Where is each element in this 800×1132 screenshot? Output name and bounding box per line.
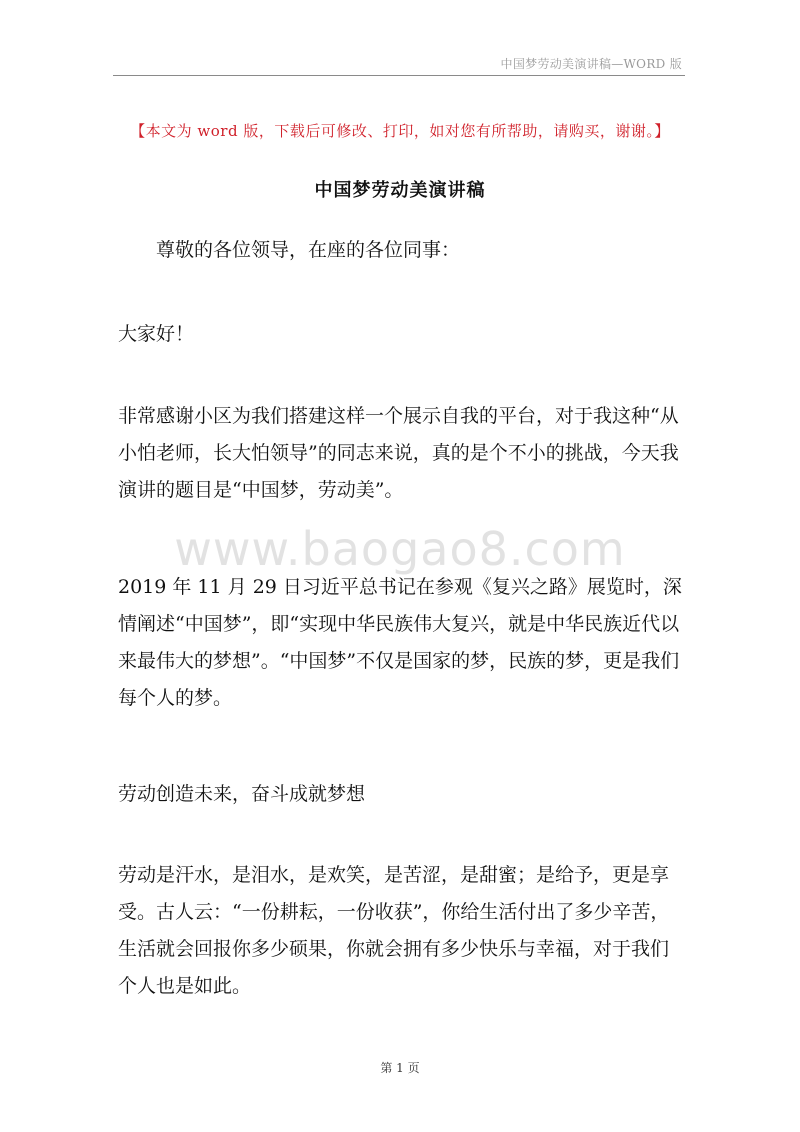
paragraph-1: 非常感谢小区为我们搭建这样一个展示自我的平台，对于我这种“从小怕老师，长大怕领导”的同志来说，真的是个不小的挑战，今天我演讲的题目是“中国梦，劳动美”。 xyxy=(118,405,679,501)
section-subheading: 劳动创造未来，奋斗成就梦想 xyxy=(118,783,366,805)
page-number: 第 1 页 xyxy=(380,1061,420,1075)
document-title: 中国梦劳动美演讲稿 xyxy=(314,180,486,201)
header-divider xyxy=(113,75,685,76)
salutation: 尊敬的各位领导，在座的各位同事： xyxy=(156,239,461,261)
watermark: www.baogao8.com xyxy=(174,522,626,576)
paragraph-2: 2019 年 11 月 29 日习近平总书记在参观《复兴之路》展览时，深情阐述“中国梦”，即“实现中华民族伟大复兴，就是中华民族近代以来最伟大的梦想”。“中国梦”不仅是国家的梦，民族的梦，更是我们每个人的梦。 xyxy=(118,576,682,709)
paragraph-3: 劳动是汗水，是泪水，是欢笑，是苦涩，是甜蜜；是给予，更是享受。古人云：“一份耕耘，一份收获”，你给生活付出了多少辛苦，生活就会回报你多少硕果，你就会拥有多少快乐与幸福，对于我们个人也是如此。 xyxy=(118,864,670,997)
greeting: 大家好！ xyxy=(118,323,195,345)
purchase-notice: 【本文为 word 版，下载后可修改、打印，如对您有所帮助，请购买，谢谢。】 xyxy=(130,122,670,140)
running-header: 中国梦劳动美演讲稿—WORD 版 xyxy=(500,57,682,71)
